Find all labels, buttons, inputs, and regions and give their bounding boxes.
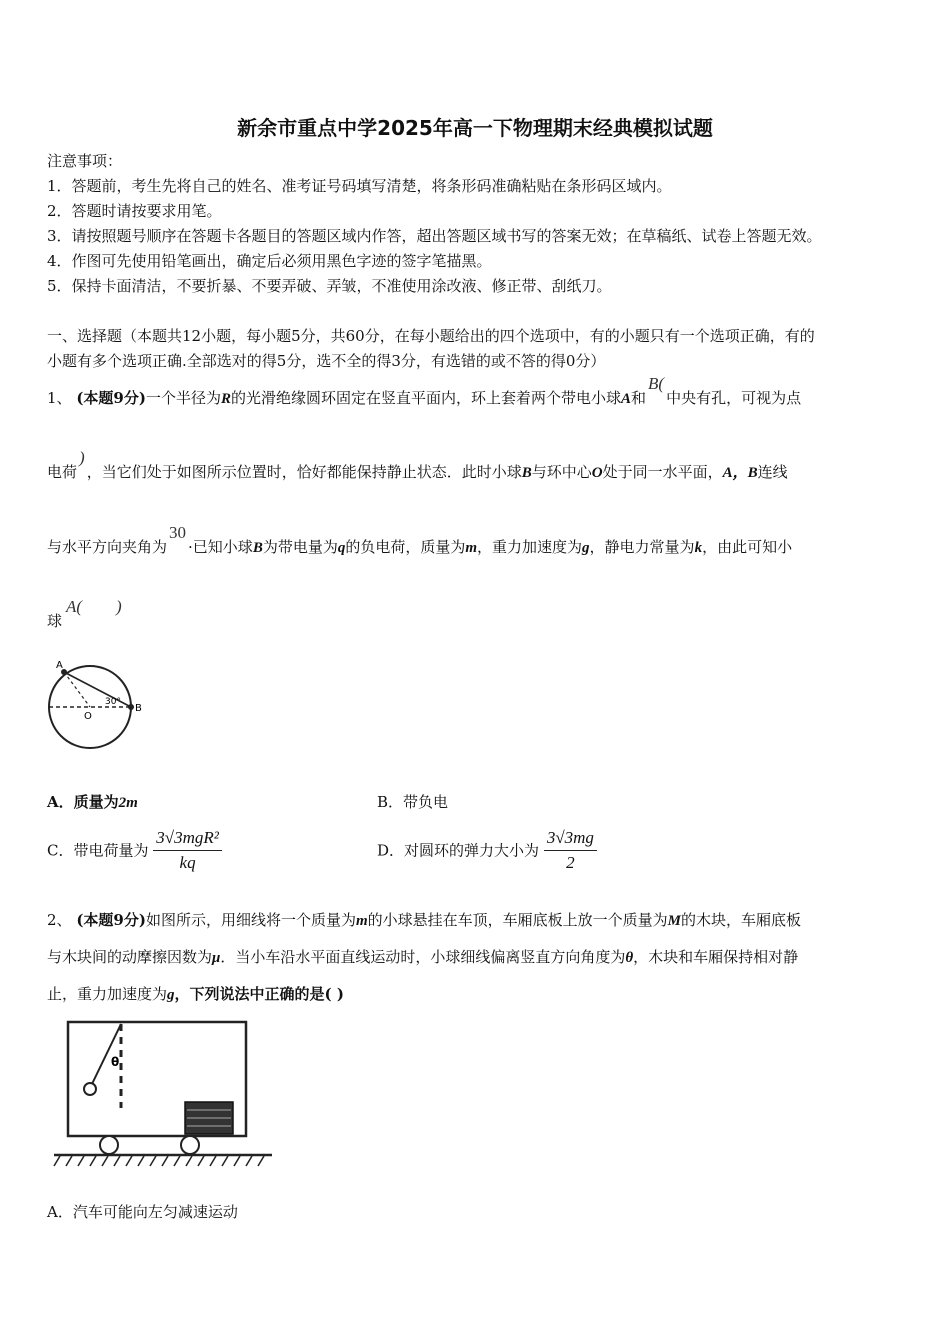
q1-var-k: k bbox=[694, 540, 703, 556]
q2-text: 的小球悬挂在车顶，车厢底板上放一个质量为 bbox=[367, 911, 668, 929]
q2-text: ，木块和车厢保持相对静 bbox=[633, 948, 799, 966]
q1-var-ab: A，B bbox=[722, 465, 758, 481]
q1-text: 球 bbox=[47, 612, 63, 630]
q2-text: 如图所示，用细线将一个质量为 bbox=[145, 911, 356, 929]
q2-text: 止，重力加速度为 bbox=[47, 985, 168, 1003]
option-d-label: D．对圆环的弹力大小为 bbox=[377, 841, 540, 860]
q1-paren: ) bbox=[79, 448, 85, 467]
ground-hatch bbox=[54, 1156, 264, 1166]
q1-text: 一个半径为 bbox=[145, 389, 221, 407]
q1-option-b: B．带负电 bbox=[377, 793, 449, 811]
label-theta: θ bbox=[111, 1055, 120, 1069]
q1-var-b-paren: B( bbox=[648, 374, 665, 393]
page-title: 新余市重点中学2025年高一下物理期末经典模拟试题 bbox=[237, 116, 713, 140]
wheel-right bbox=[181, 1136, 199, 1154]
q1-text: ，由此可知小 bbox=[702, 538, 793, 556]
q1-var-b: B bbox=[521, 465, 532, 481]
q1-text: 电荷 bbox=[47, 463, 78, 481]
q1-option-d bbox=[377, 828, 597, 873]
notice-item: 1．答题前，考生先将自己的姓名、准考证号码填写清楚，将条形码准确粘贴在条形码区域内。 bbox=[47, 177, 672, 195]
q2-text: 的木块，车厢底板 bbox=[681, 911, 802, 929]
q1-text: ，当它们处于如图所示位置时，恰好都能保持静止状态．此时小球 bbox=[86, 463, 522, 481]
option-d-fraction bbox=[544, 828, 597, 873]
q1-var-g: g bbox=[582, 540, 590, 556]
q1-text: 与水平方向夹角为 bbox=[47, 538, 168, 556]
option-a-label: A．质量为 bbox=[47, 793, 119, 811]
q1-text: 处于同一水平面， bbox=[602, 463, 723, 481]
section-heading-line1: 一、选择题（本题共12小题，每小题5分，共60分，在每小题给出的四个选项中，有的小题只有一个选项正确，有的 bbox=[47, 327, 815, 345]
section-heading-line2: 小题有多个选项正确.全部选对的得5分，选不全的得3分，有选错的或不答的得0分） bbox=[47, 352, 606, 370]
option-c-label: C．带电荷量为 bbox=[47, 841, 149, 860]
notice-heading: 注意事项： bbox=[47, 152, 123, 170]
option-d-numerator: 3√3mg bbox=[544, 828, 597, 851]
q1-option-a bbox=[47, 792, 138, 813]
q1-circle-figure bbox=[44, 655, 144, 751]
q1-text: 和 bbox=[631, 389, 647, 407]
q1-number: 1、 bbox=[47, 389, 72, 407]
q1-dot: · bbox=[188, 538, 193, 556]
q2-var-mu: μ bbox=[212, 950, 221, 966]
label-b: B bbox=[135, 703, 142, 714]
notice-item: 5．保持卡面清洁，不要折暴、不要弄破、弄皱，不准使用涂改液、修正带、刮纸刀。 bbox=[47, 277, 612, 295]
q2-text: ，下列说法中正确的是( ) bbox=[174, 985, 344, 1003]
q2-cart-figure bbox=[50, 1018, 276, 1170]
q1-text: 为带电量为 bbox=[262, 538, 338, 556]
label-o: O bbox=[84, 711, 92, 722]
option-d-denominator: 2 bbox=[566, 853, 575, 872]
q1-text: 中央有孔，可视为点 bbox=[666, 389, 802, 407]
q1-text: 的光滑绝缘圆环固定在竖直平面内，环上套着两个带电小球 bbox=[231, 389, 622, 407]
ball-b bbox=[128, 704, 134, 710]
wheel-left bbox=[100, 1136, 118, 1154]
q1-text: 的负电荷，质量为 bbox=[345, 538, 466, 556]
q1-var-r: R bbox=[220, 391, 231, 407]
option-c-fraction bbox=[153, 828, 222, 873]
q2-var-theta: θ bbox=[625, 950, 634, 966]
q1-answer-bracket: A( ) bbox=[66, 597, 122, 616]
q1-text: 已知小球 bbox=[192, 538, 253, 556]
q1-text: ，静电力常量为 bbox=[589, 538, 695, 556]
q1-score: (本题9分) bbox=[76, 389, 146, 407]
q2-line1 bbox=[47, 910, 801, 931]
label-a: A bbox=[56, 660, 63, 671]
notice-item: 3．请按照题号顺序在答题卡各题目的答题区域内作答，超出答题区域书写的答案无效；在草稿纸、试卷上答题无效。 bbox=[47, 227, 822, 245]
string bbox=[92, 1024, 121, 1084]
ao-line bbox=[64, 672, 90, 707]
label-angle: 30° bbox=[105, 697, 121, 707]
option-a-value: 2m bbox=[118, 795, 138, 811]
q1-text: 连线 bbox=[757, 463, 788, 481]
q1-text: ，重力加速度为 bbox=[477, 538, 583, 556]
q2-var-g: g bbox=[167, 987, 175, 1003]
notice-item: 4．作图可先使用铅笔画出，确定后必须用黑色字迹的签字笔描黑。 bbox=[47, 252, 492, 270]
q2-option-a: A．汽车可能向左匀减速运动 bbox=[47, 1203, 238, 1221]
q1-angle: 30 bbox=[169, 523, 187, 542]
hanging-ball bbox=[84, 1083, 96, 1095]
q1-var-a: A bbox=[621, 391, 632, 407]
q2-var-big-m: M bbox=[667, 913, 682, 929]
q2-score: (本题9分) bbox=[76, 911, 146, 929]
option-c-numerator: 3√3mgR² bbox=[153, 828, 222, 851]
q1-var-b: B bbox=[252, 540, 263, 556]
q1-line3 bbox=[47, 523, 793, 558]
q2-text: ．当小车沿水平面直线运动时，小球细线偏离竖直方向角度为 bbox=[220, 948, 626, 966]
q1-var-m: m bbox=[465, 540, 478, 556]
q2-text: 与木块间的动摩擦因数为 bbox=[47, 948, 213, 966]
notice-item: 2．答题时请按要求用笔。 bbox=[47, 202, 222, 220]
q1-line1 bbox=[47, 374, 802, 409]
q2-number: 2、 bbox=[47, 911, 72, 929]
q1-line4 bbox=[47, 597, 122, 631]
q1-text: 与环中心 bbox=[531, 463, 592, 481]
q2-line2 bbox=[47, 947, 798, 968]
q1-var-o: O bbox=[591, 465, 603, 481]
q1-var-q: q bbox=[337, 540, 346, 556]
q2-var-m: m bbox=[355, 913, 368, 929]
q1-option-c bbox=[47, 828, 222, 873]
q1-line2 bbox=[47, 448, 788, 483]
option-c-denominator: kq bbox=[179, 853, 196, 872]
q2-line3 bbox=[47, 984, 344, 1005]
